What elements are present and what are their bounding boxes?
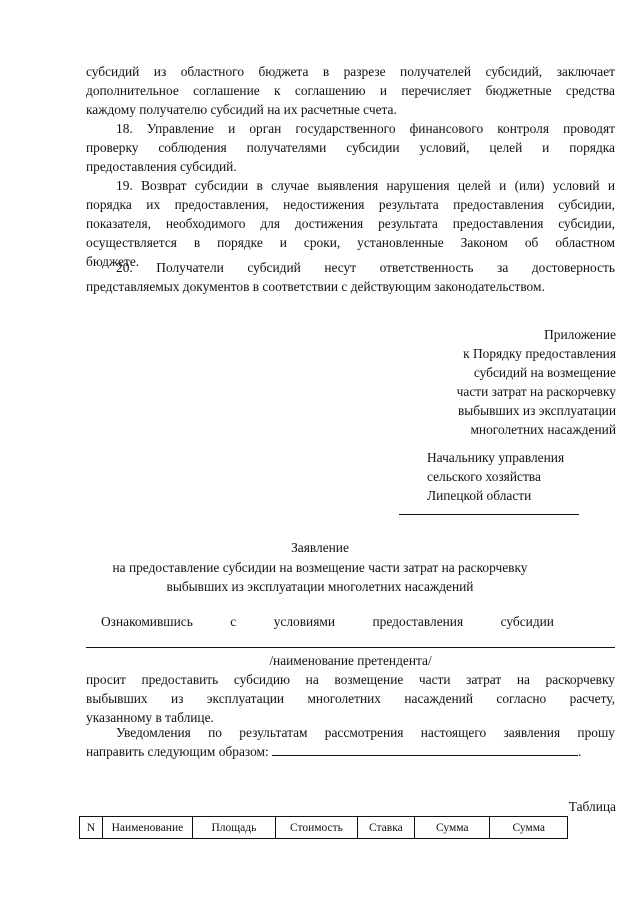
text-line: осуществляется в порядке и сроки, установленные Законом об областном [86,235,615,250]
addressee-block [427,448,627,505]
text-line: 19. Возврат субсидии в случае выявления нарушения целей и (или) условий и [116,178,615,193]
table-header-cell: Сумма [415,817,490,839]
notification-method-line [86,742,615,761]
text-line: дополнительное соглашение к соглашению и перечисляет бюджетные средства [86,83,615,98]
text-line: выбывших из эксплуатации многолетних насаждений согласно расчету, [86,691,615,706]
text-line: 20. Получатели субсидий несут ответственность за достоверность [116,260,615,275]
addressee-line: Липецкой области [427,488,532,503]
text-line: предоставления субсидий. [86,159,237,174]
familiar-word: Ознакомившись [101,614,193,629]
appendix-line: многолетних насаждений [470,422,616,437]
appendix-header [356,325,616,439]
text-line: показателя, необходимого для достижения результата предоставления субсидии, [86,216,615,231]
calculation-table [79,816,568,839]
text-line: порядка их предоставления, недостижения результата предоставления субсидии, [86,197,615,212]
text-line: указанному в таблице. [86,710,214,725]
text-line: субсидий из областного бюджета в разрезе получателей субсидий, заключает [86,64,615,79]
addressee-line: Начальнику управления [427,450,565,465]
paragraph-19 [86,176,615,271]
paragraph-20 [86,258,615,296]
appendix-line: к Порядку предоставления [463,346,616,361]
table-header-cell: Сумма [490,817,568,839]
table-header-cell: Площадь [192,817,276,839]
addressee-signature-line [399,514,579,515]
text-line: представляемых документов в соответствии с действующим законодательством. [86,279,545,294]
text-line: каждому получателю субсидий на их расчетные счета. [86,102,397,117]
notification-prefix: направить следующим образом: [86,744,269,759]
application-subtitle-line-1: на предоставление субсидии на возмещение части затрат на раскорчевку [112,560,528,575]
text-line: просит предоставить субсидию на возмещение части затрат на раскорчевку [86,672,615,687]
notification-blank-long [332,743,578,756]
applicant-name-blank [86,647,615,648]
table-header-cell: N [80,817,103,839]
familiarization-line [101,612,554,631]
text-line: Уведомления по результатам рассмотрения настоящего заявления прошу [116,725,615,740]
notification-suffix: . [578,744,582,759]
table-header-cell: Стоимость [276,817,358,839]
appendix-line: части затрат на раскорчевку [456,384,616,399]
text-line: проверку соблюдения получателями субсидии условий, целей и порядка [86,140,615,155]
table-header-cell: Ставка [357,817,414,839]
table-header-cell: Наименование [103,817,193,839]
notification-blank-short [272,743,332,756]
addressee-line: сельского хозяйства [427,469,541,484]
familiar-word: с [230,614,237,629]
appendix-line: Приложение [544,327,616,342]
table-label: Таблица [568,799,616,814]
familiar-word: субсидии [500,614,554,629]
application-title: Заявление [291,540,349,555]
familiar-word: условиями [273,614,336,629]
familiar-word: предоставления [372,614,464,629]
paragraph-18 [86,119,615,176]
text-line: бюджете. [86,254,140,269]
applicant-name-caption: /наименование претендента/ [269,653,432,668]
request-paragraph [86,670,615,727]
notification-paragraph [86,723,615,742]
table-header-row [80,817,568,839]
application-subtitle-line-2: выбывших из эксплуатации многолетних насаждений [166,579,474,594]
appendix-line: выбывших из эксплуатации [457,403,616,418]
appendix-line: субсидий на возмещение [473,365,616,380]
text-line: 18. Управление и орган государственного финансового контроля проводят [116,121,615,136]
paragraph-continuation [86,62,615,119]
